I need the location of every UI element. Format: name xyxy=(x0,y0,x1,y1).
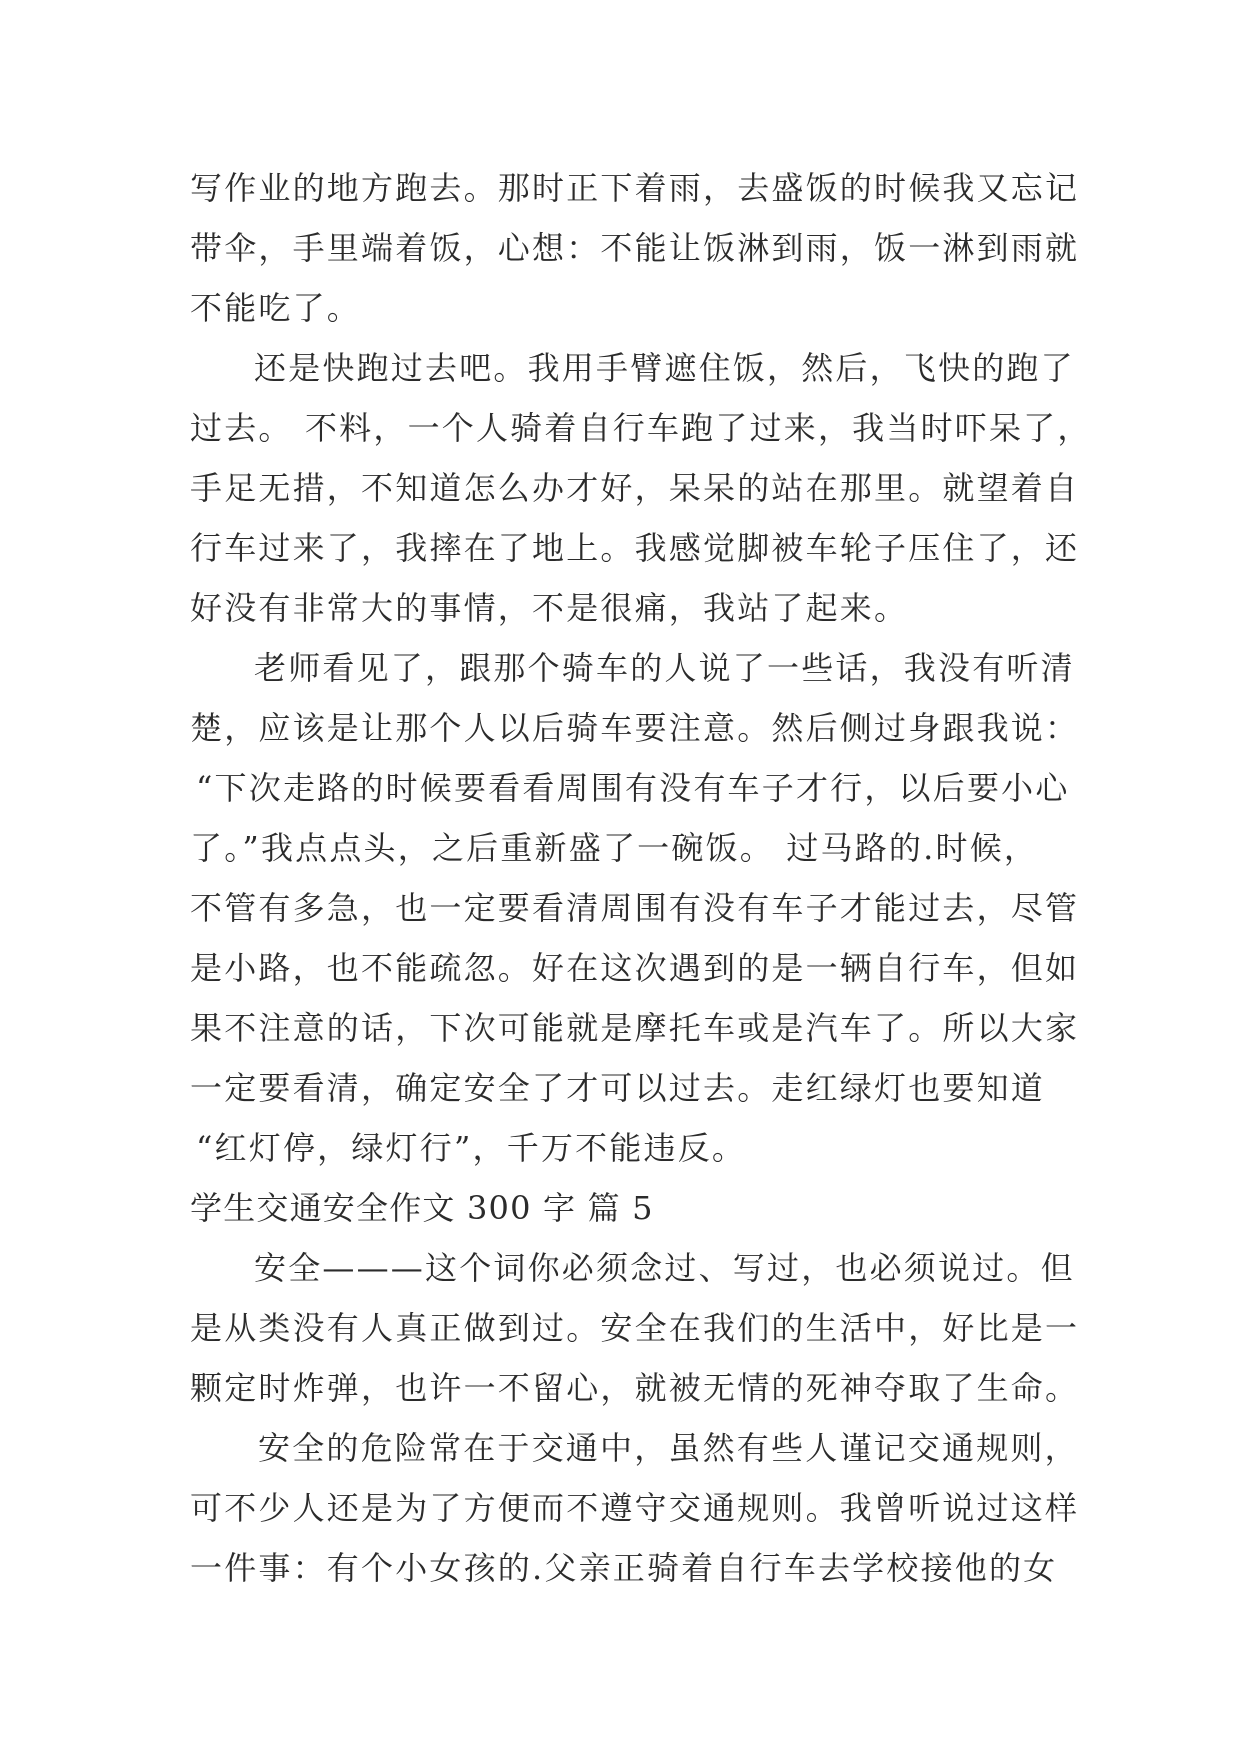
text-line: “红灯停，绿灯行”，千万不能违反。 xyxy=(196,1129,747,1167)
text-line: 是小路，也不能疏忽。好在这次遇到的是一辆自行车，但如 xyxy=(190,949,1080,987)
paragraph-first-line: 还是快跑过去吧。我用手臂遮住饭，然后，飞快的跑了 xyxy=(254,349,1075,387)
text-line: 一件事：有个小女孩的.父亲正骑着自行车去学校接他的女 xyxy=(190,1549,1058,1587)
text-line: 果不注意的话，下次可能就是摩托车或是汽车了。所以大家 xyxy=(190,1009,1080,1047)
text-line: 楚，应该是让那个人以后骑车要注意。然后侧过身跟我说： xyxy=(190,709,1080,747)
text-line: 写作业的地方跑去。那时正下着雨，去盛饭的时候我又忘记 xyxy=(190,169,1080,207)
text-line: 一定要看清，确定安全了才可以过去。走红绿灯也要知道 xyxy=(190,1069,1046,1107)
paragraph-first-line: 安全的危险常在于交通中，虽然有些人谨记交通规则， xyxy=(258,1429,1079,1467)
text-line: 颗定时炸弹，也许一不留心，就被无情的死神夺取了生命。 xyxy=(190,1369,1080,1407)
paragraph-first-line: 老师看见了，跟那个骑车的人说了一些话，我没有听清 xyxy=(254,649,1075,687)
text-line: 可不少人还是为了方便而不遵守交通规则。我曾听说过这样 xyxy=(190,1489,1080,1527)
section-heading: 学生交通安全作文 300 字 篇 5 xyxy=(190,1189,654,1227)
text-line: 手足无措，不知道怎么办才好，呆呆的站在那里。就望着自 xyxy=(190,469,1080,507)
text-line: 是从类没有人真正做到过。安全在我们的生活中，好比是一 xyxy=(190,1309,1080,1347)
paragraph-first-line: 安全———这个词你必须念过、写过，也必须说过。但 xyxy=(254,1249,1075,1287)
text-line: 不能吃了。 xyxy=(190,289,362,327)
text-line: 行车过来了，我摔在了地上。我感觉脚被车轮子压住了，还 xyxy=(190,529,1080,567)
text-line: 过去。 不料，一个人骑着自行车跑了过来，我当时吓呆了， xyxy=(190,409,1092,447)
text-line: 好没有非常大的事情，不是很痛，我站了起来。 xyxy=(190,589,909,627)
text-line: 带伞，手里端着饭，心想：不能让饭淋到雨，饭一淋到雨就 xyxy=(190,229,1080,267)
text-line: 了。”我点点头，之后重新盛了一碗饭。 过马路的.时候， xyxy=(190,829,1039,867)
text-line: 不管有多急，也一定要看清周围有没有车子才能过去，尽管 xyxy=(190,889,1080,927)
text-line: “下次走路的时候要看看周围有没有车子才行，以后要小心 xyxy=(196,769,1070,807)
